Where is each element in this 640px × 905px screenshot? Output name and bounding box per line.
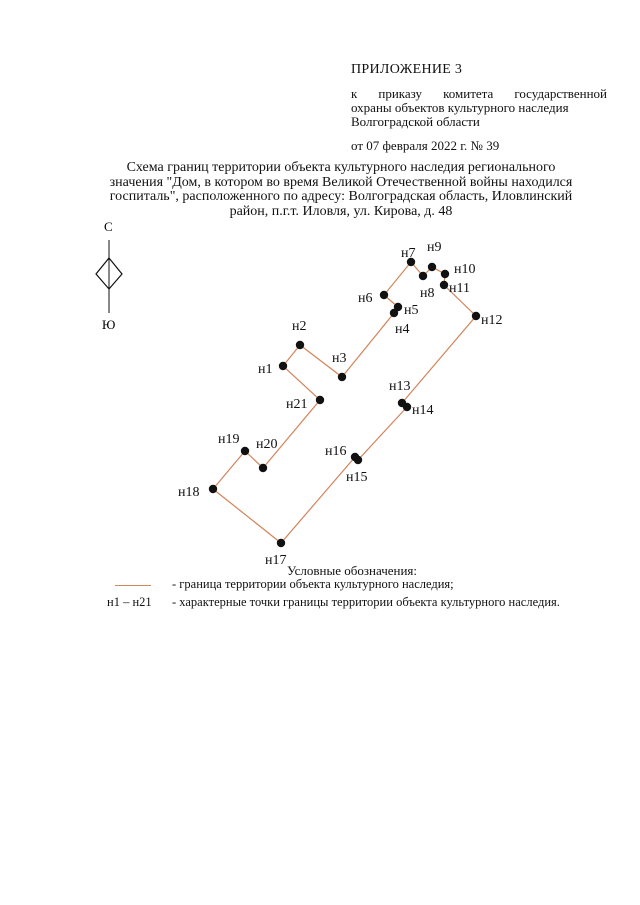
order-date: от 07 февраля 2022 г. № 39 xyxy=(351,138,500,153)
legend-line-symbol xyxy=(115,585,151,586)
point-label-н13: н13 xyxy=(389,379,411,394)
legend-title: Условные обозначения: xyxy=(287,563,418,578)
point-label-н15: н15 xyxy=(346,470,368,485)
point-label-н6: н6 xyxy=(358,291,373,306)
legend-points-symbol: н1 – н21 xyxy=(107,595,152,609)
scheme-title-line-3: госпиталь", расположенного по адресу: Волгоградская область, Иловлинский xyxy=(109,189,573,204)
boundary-point-н16 xyxy=(351,453,359,461)
point-label-н16: н16 xyxy=(325,444,347,459)
point-label-н17: н17 xyxy=(265,553,287,568)
boundary-point-н6 xyxy=(380,291,388,299)
boundary-point-н12 xyxy=(472,312,480,320)
boundary-layer xyxy=(213,262,476,543)
point-label-н18: н18 xyxy=(178,485,200,500)
order-line-1: к приказу комитета государственной xyxy=(351,86,607,101)
point-label-н3: н3 xyxy=(332,351,347,366)
boundary-point-н19 xyxy=(241,447,249,455)
boundary-line xyxy=(213,262,476,543)
boundary-point-н18 xyxy=(209,485,217,493)
boundary-point-н3 xyxy=(338,373,346,381)
boundary-point-н17 xyxy=(277,539,285,547)
compass xyxy=(96,219,122,332)
points-layer xyxy=(209,258,480,547)
point-label-н9: н9 xyxy=(427,240,442,255)
boundary-point-н11 xyxy=(440,281,448,289)
compass-north-label: С xyxy=(104,219,113,234)
boundary-point-н2 xyxy=(296,341,304,349)
boundary-point-н20 xyxy=(259,464,267,472)
boundary-point-н1 xyxy=(279,362,287,370)
order-line-2: охраны объектов культурного наследия xyxy=(351,100,569,115)
compass-south-label: Ю xyxy=(102,317,116,332)
scheme-title-line-4: район, п.г.т. Иловля, ул. Кирова, д. 48 xyxy=(229,203,453,219)
boundary-point-н21 xyxy=(316,396,324,404)
boundary-point-н8 xyxy=(419,272,427,280)
appendix-title: ПРИЛОЖЕНИЕ 3 xyxy=(351,62,463,77)
point-label-н8: н8 xyxy=(420,286,435,301)
point-label-н11: н11 xyxy=(449,281,470,296)
scheme-title-line-1: Схема границ территории объекта культурного наследия регионального xyxy=(126,160,556,175)
point-label-н10: н10 xyxy=(454,262,476,277)
scheme-title-line-2: значения "Дом, в котором во время Великой Отечественной войны находился xyxy=(109,174,573,190)
boundary-point-н14 xyxy=(403,403,411,411)
point-label-н20: н20 xyxy=(256,437,278,452)
point-label-н19: н19 xyxy=(218,432,240,447)
legend-line-description: - граница территории объекта культурного наследия; xyxy=(172,577,454,591)
legend-points-description: - характерные точки границы территории объекта культурного наследия. xyxy=(172,595,560,609)
point-label-н2: н2 xyxy=(292,319,307,334)
point-label-н14: н14 xyxy=(412,403,434,418)
point-label-н21: н21 xyxy=(286,397,308,412)
boundary-point-н5 xyxy=(394,303,402,311)
point-label-н1: н1 xyxy=(258,362,273,377)
boundary-point-н10 xyxy=(441,270,449,278)
point-label-н5: н5 xyxy=(404,303,419,318)
point-label-н7: н7 xyxy=(401,246,416,261)
boundary-point-н9 xyxy=(428,263,436,271)
point-label-н12: н12 xyxy=(481,313,503,328)
labels-layer xyxy=(178,240,503,568)
point-label-н4: н4 xyxy=(395,322,410,337)
order-line-3: Волгоградской области xyxy=(351,114,480,129)
